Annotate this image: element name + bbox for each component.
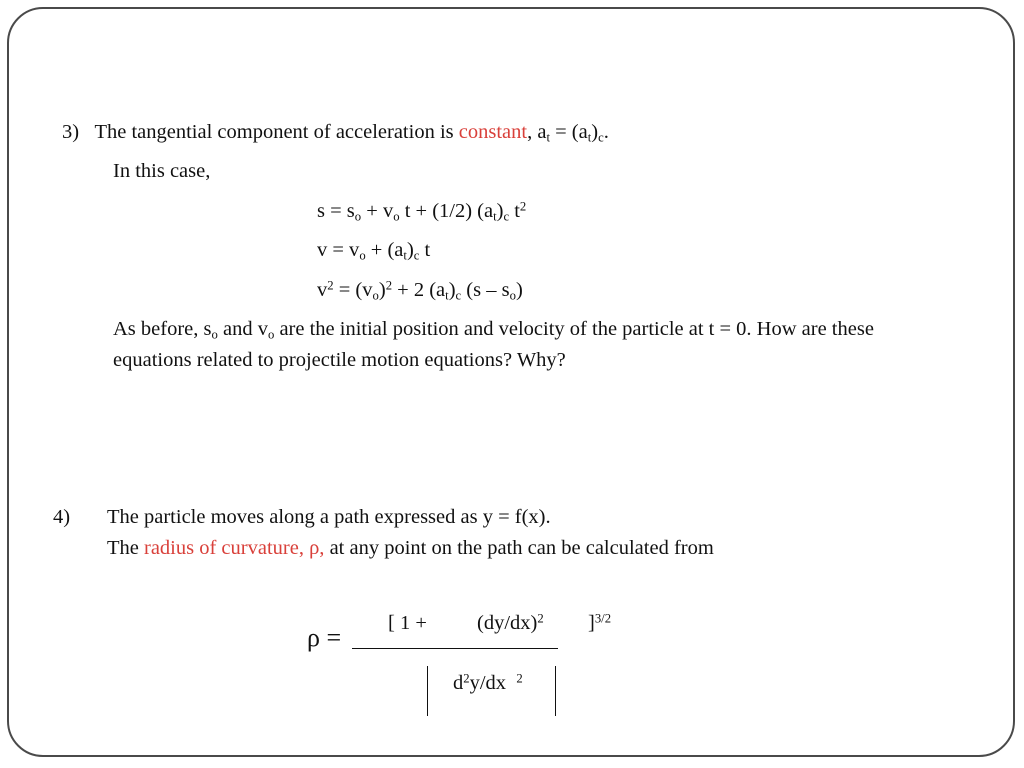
fraction-bar (352, 648, 558, 649)
item3-line1 (62, 120, 609, 144)
numerator-derivative: $(dy/dx)^2$ (477, 611, 544, 634)
item3-number: 3) (62, 121, 80, 143)
in-this-case: In this case, (113, 160, 211, 182)
abs-bar-left (427, 666, 428, 716)
item3-text-after: , a (527, 121, 547, 143)
item4-number: 4) (53, 506, 71, 528)
numerator-bracket-open: [ 1 + (388, 612, 427, 634)
sub-t2: t (587, 130, 592, 145)
abs-bar-right (555, 666, 556, 716)
sub-c: c (598, 130, 604, 145)
item3-text-before: The tangential component of acceleration is (94, 121, 459, 143)
equation-velocity: $v = v_o + (a_t)_c$ t (317, 239, 431, 263)
period: . (603, 121, 609, 143)
numerator-bracket-close: ]$^{3/2}$ (588, 611, 612, 634)
sub-t: t (546, 130, 550, 145)
item4-line2: The radius of curvature, ρ, at any point on the path can be calculated from (107, 537, 714, 559)
eq-mid: = (a (549, 121, 588, 143)
as-before-line2: equations related to projectile motion equations? Why? (113, 349, 566, 371)
denominator-second-derivative: $d^2y/dx$ $^2$ (453, 671, 523, 694)
rho-equals: ρ = (307, 623, 342, 652)
radius-of-curvature-highlight: radius of curvature, ρ, (144, 537, 325, 559)
equation-position: $s = s_o + v_o$ t + (1/2) $(a_t)_c$ $t^2$ (317, 199, 527, 224)
equation-velocity-squared: $v^2 = (v_o)^2 + 2$ $(a_t)_c$ $(s - s_o)$ (317, 278, 523, 303)
item3-highlight-constant: constant (458, 121, 528, 143)
item4-line1: The particle moves along a path expressed as y = f(x). (107, 506, 551, 528)
as-before-line1: As before, $s_o$ and $v_o$ are the initial position and velocity of the particle at t = 0. How are these (113, 318, 874, 342)
close-paren: ) (591, 121, 599, 143)
